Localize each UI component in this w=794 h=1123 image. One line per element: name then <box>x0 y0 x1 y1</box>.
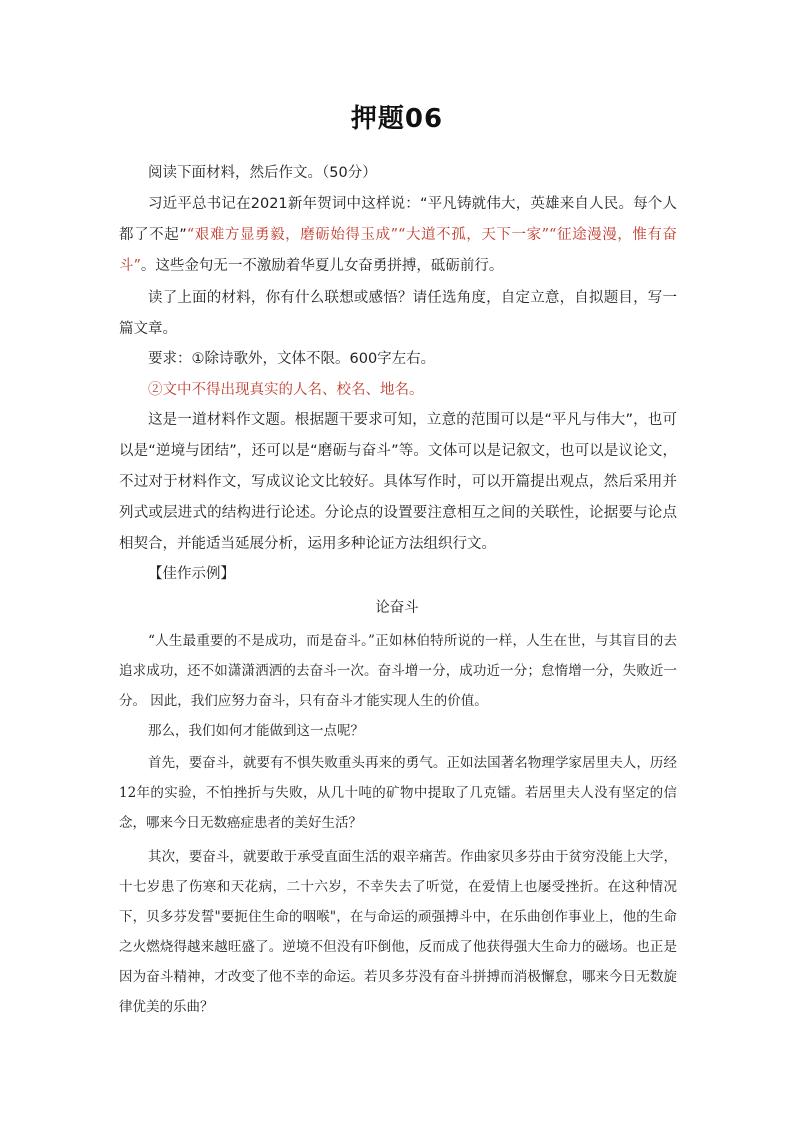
material-quotes: “艰难方显勇毅，磨砺始得玉成”“大道不孤，天下一家”“征途漫漫，惟有奋斗” <box>119 227 677 274</box>
essay-paragraph-4: 其次，要奋斗，就要敢于承受直面生活的艰辛痛苦。作曲家贝多芬由于贫穷没能上大学，十七岁患了伤寒和天花病，二十六岁，不幸失去了听觉，在爱情上也屡受挫折。在这种情况下，贝多芬发誓"要扼住生命的咽喉"，在与命运的顽强搏斗中，在乐曲创作事业上，他的生命之火燃烧得越来越旺盛了。逆境不但没有吓倒他，反而成了他获得强大生命力的磁场。也正是因为奋斗精神，才改变了他不幸的命运。若贝多芬没有奋斗拼搏而消极懈怠，哪来今日无数旋律优美的乐曲？ <box>119 849 677 1015</box>
prompt-requirement-2: ②文中不得出现真实的人名、校名、地名。 <box>148 382 424 398</box>
prompt-instruction: 阅读下面材料，然后作文。（50分） <box>148 165 377 181</box>
essay-paragraph-2: 那么，我们如何才能做到这一点呢？ <box>148 723 364 739</box>
prompt-task: 读了上面的材料，你有什么联想或感悟？请任选角度，自定立意，自拟题目，写一篇文章。 <box>119 290 677 337</box>
example-heading: 【佳作示例】 <box>148 566 235 582</box>
essay-paragraph-3: 首先，要奋斗，就要有不惧失败重头再来的勇气。正如法国著名物理学家居里夫人，历经12年的实验，不怕挫折与失败，从几十吨的矿物中提取了几克镭。若居里夫人没有坚定的信念，哪来今日无数癌症患者的美好生活？ <box>119 755 677 831</box>
essay-paragraph-1: “人生最重要的不是成功，而是奋斗。”正如林伯特所说的一样，人生在世，与其盲目的去追求成功，还不如潇潇洒洒的去奋斗一次。奋斗增一分，成功近一分；怠惰增一分，失败近一分。 因此，我们应努力奋斗，只有奋斗才能实现人生的价值。 <box>119 633 677 709</box>
essay-title: 论奋斗 <box>375 600 419 616</box>
page-title: 押题06 <box>350 104 444 134</box>
material-prefix: 习近平总书记在2021新年贺词中这样说：“平凡铸就伟大，英雄来自人民。每个人都了不起” <box>119 196 677 243</box>
analysis-paragraph: 这是一道材料作文题。根据题干要求可知，立意的范围可以是“平凡与伟大”，也可以是“逆境与团结”，还可以是“磨砺与奋斗”等。文体可以是记叙文，也可以是议论文，不过对于材料作文，写成议论文比较好。具体写作时，可以开篇提出观点，然后采用并列式或层进式的结构进行论述。分论点的设置要注意相互之间的关联性，论据要与论点相契合，并能适当延展分析，运用多种论证方法组织行文。 <box>119 412 677 552</box>
prompt-material <box>119 189 677 282</box>
material-suffix: 。这些金句无一不激励着华夏儿女奋勇拼搏，砥砺前行。 <box>140 258 504 274</box>
prompt-requirement-1: 要求：①除诗歌外，文体不限。600字左右。 <box>148 351 436 367</box>
